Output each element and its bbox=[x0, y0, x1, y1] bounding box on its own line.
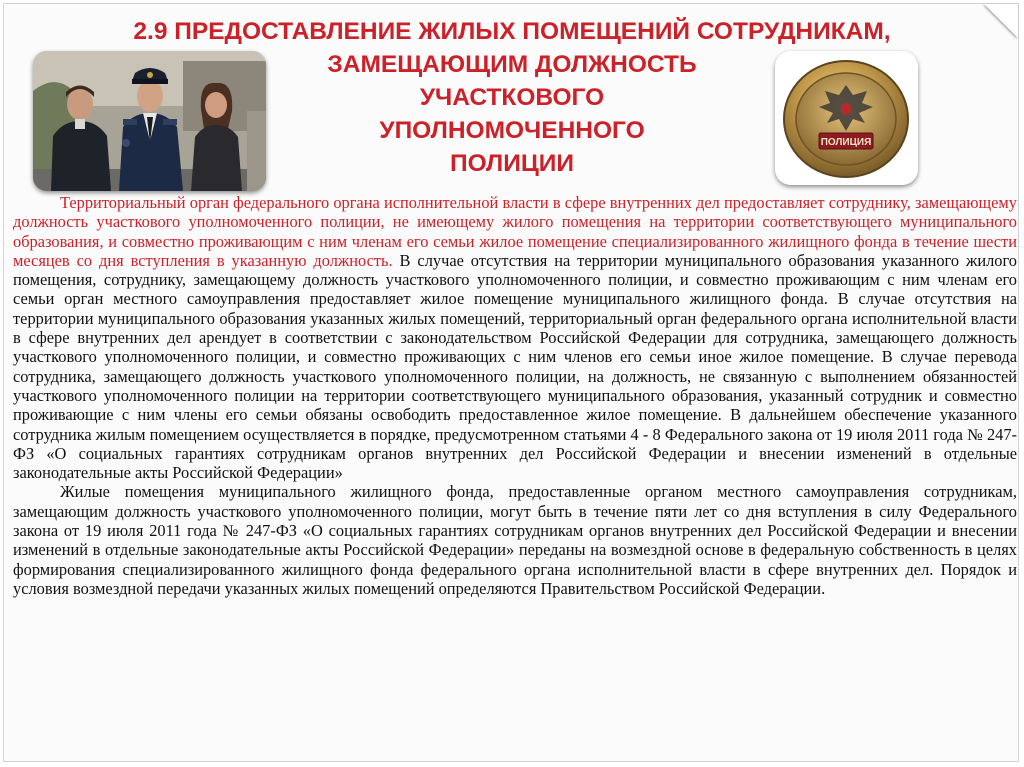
paragraph-1-highlight: Территориальный орган федерального органа исполнительной власти в сфере внутренних дел предоставляет сотруднику, замещающему должность участкового уполномоченного полиции, не имеющему жилого помещения на территории соответствующего муниципального образования, и совместно проживающим с ним членам его семьи жилое помещение специализированного жилищного фонда в течение шести месяцев со дня вступления в указанную должность. bbox=[13, 193, 1017, 270]
title-line: 2.9 ПРЕДОСТАВЛЕНИЕ ЖИЛЫХ ПОМЕЩЕНИЙ СОТРУДНИКАМ, bbox=[133, 18, 891, 45]
paragraph-1-text: В случае отсутствия на территории муниципального образования указанного жилого помещения, сотруднику, замещающему должность участкового уполномоченного полиции, и совместно проживающим с ним членам его семьи орган местного самоуправления предоставляет жилое помещение муниципального жилищного фонда. В случае отсутствия на территории муниципального образования указанных жилых помещений, территориальный орган федерального органа исполнительной власти в сфере внутренних дел арендует в соответствии с законодательством Российской Федерации для сотрудника, замещающего должность участкового уполномоченного полиции, и совместно проживающих с ним членов его семьи иное жилое помещение. В случае перевода сотрудника, замещающего должность участкового уполномоченного полиции, на должность, не связанную с выполнением обязанностей участкового уполномоченного полиции на территории соответствующего муниципального образования, указанный сотрудник и совместно проживающие с ним члены его семьи обязаны освободить предоставленное жилое помещение. В дальнейшем обеспечение указанного сотрудника жилым помещением осуществляется в порядке, предусмотренном статьями 4 - 8 Федерального закона от 19 июля 2011 года № 247-ФЗ «О социальных гарантиях сотрудникам органов внутренних дел Российской Федерации и внесении изменений в отдельные законодательные акты Российской Федерации» bbox=[13, 250, 1017, 483]
title-line: ПОЛИЦИИ bbox=[450, 150, 574, 177]
paragraph-1 bbox=[13, 193, 1017, 482]
police-badge-image bbox=[775, 51, 918, 185]
officer-photo bbox=[33, 51, 266, 191]
title-line: УПОЛНОМОЧЕННОГО bbox=[379, 117, 645, 144]
title-line: УЧАСТКОВОГО bbox=[419, 84, 605, 111]
page-curl-corner bbox=[984, 4, 1018, 38]
paragraph-2: Жилые помещения муниципального жилищного фонда, предоставленные органом местного самоуправления сотрудникам, замещающим должность участкового уполномоченного полиции, могут быть в течение пяти лет со дня вступления в силу Федерального закона от 19 июля 2011 года № 247-ФЗ «О социальных гарантиях сотрудникам органов внутренних дел Российской Федерации и внесении изменений в отдельные законодательные акты Российской Федерации» переданы на возмездной основе в федеральную собственность в целях формирования специализированного жилищного фонда федерального органа исполнительной власти в сфере внутренних дел. Порядок и условия возмездной передачи указанных жилых помещений определяются Правительством Российской Федерации. bbox=[13, 482, 1017, 598]
badge-label: ПОЛИЦИЯ bbox=[820, 137, 872, 148]
title-line: ЗАМЕЩАЮЩИМ ДОЛЖНОСТЬ bbox=[327, 51, 697, 78]
body-text bbox=[13, 193, 1017, 598]
